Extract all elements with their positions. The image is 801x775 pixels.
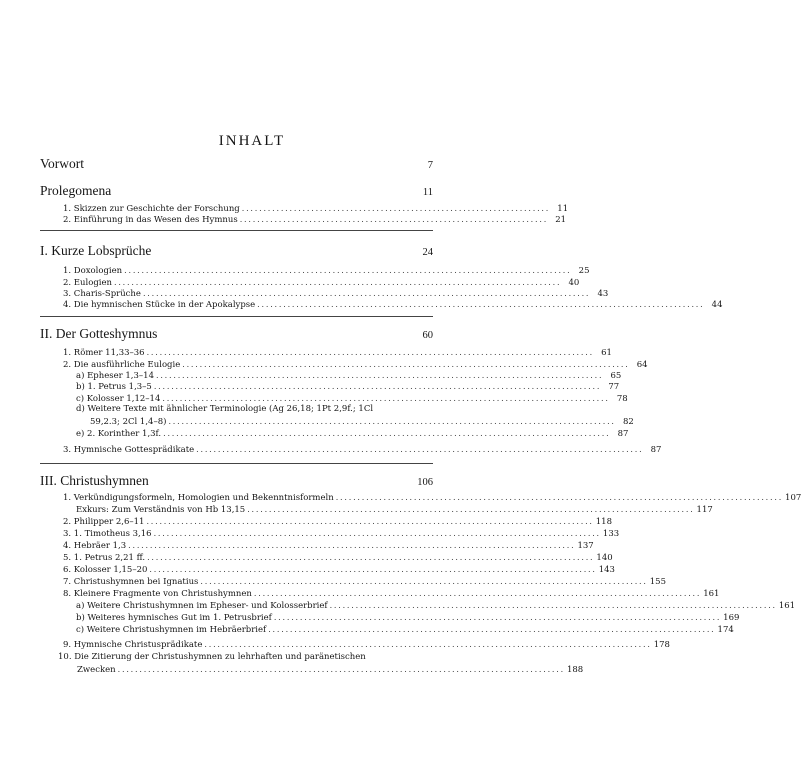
section-divider bbox=[40, 230, 433, 231]
entry-page: 107 bbox=[785, 493, 801, 503]
section-label: Prolegomena bbox=[40, 183, 112, 198]
toc-entry bbox=[63, 516, 612, 528]
leader-dots: ....................................................................................................... bbox=[253, 589, 702, 598]
entry-page: 82 bbox=[622, 417, 634, 427]
section-divider bbox=[40, 463, 433, 464]
entry-page: 140 bbox=[596, 553, 613, 563]
toc-entry bbox=[63, 576, 666, 588]
entry-page: 78 bbox=[616, 394, 628, 404]
leader-dots: ....................................................................................................... bbox=[335, 493, 784, 502]
entry-label: 3. Hymnische Gottesprädikate bbox=[63, 445, 195, 455]
entry-page: 155 bbox=[649, 577, 666, 587]
entry-label: 4. Die hymnischen Stücke in der Apokalypse bbox=[63, 300, 256, 310]
entry-label: 10. Die Zitierung der Christushymnen zu lehrhaften und paränetischen bbox=[58, 652, 366, 662]
entry-label: 2. Einführung in das Wesen des Hymnus bbox=[63, 215, 238, 225]
entry-label: c) Kolosser 1,12–14 bbox=[76, 394, 161, 404]
toc-entry-continuation bbox=[90, 416, 634, 428]
entry-label: 2. Eulogien bbox=[63, 278, 112, 288]
entry-label: 3. Charis-Sprüche bbox=[63, 289, 141, 299]
entry-page: 87 bbox=[617, 429, 629, 439]
toc-entry bbox=[63, 265, 590, 277]
leader-dots: ....................................................................................................... bbox=[153, 529, 601, 538]
toc-section-christushymnen bbox=[40, 473, 433, 489]
section-page: 24 bbox=[422, 247, 433, 258]
leader-dots: ....................................................................................................... bbox=[329, 601, 777, 610]
section-page: 11 bbox=[422, 187, 433, 198]
entry-label: 9. Hymnische Christusprädikate bbox=[63, 640, 203, 650]
toc-entry bbox=[76, 504, 713, 516]
toc-entry bbox=[58, 652, 433, 663]
entry-label: 4. Hebräer 1,3 bbox=[63, 541, 127, 551]
leader-dots: ....................................................................................................... bbox=[162, 394, 610, 403]
entry-page: 118 bbox=[595, 517, 612, 527]
toc-entry bbox=[63, 588, 720, 600]
entry-label: 2. Die ausführliche Eulogie bbox=[63, 360, 181, 370]
entry-page: 117 bbox=[696, 505, 713, 515]
entry-label: c) Weitere Christushymnen im Hebräerbrief bbox=[76, 625, 267, 635]
entry-label: e) 2. Korinther 1,3f. bbox=[76, 429, 162, 439]
section-label: II. Der Gotteshymnus bbox=[40, 326, 158, 341]
toc-title: INHALT bbox=[218, 133, 286, 149]
toc-entry bbox=[76, 404, 433, 415]
leader-dots: ....................................................................................................... bbox=[146, 517, 594, 526]
section-label: I. Kurze Lobsprüche bbox=[40, 243, 152, 258]
entry-page: 137 bbox=[577, 541, 594, 551]
section-label: III. Christushymnen bbox=[40, 473, 149, 488]
leader-dots: ....................................................................................................... bbox=[273, 613, 722, 622]
entry-label: Exkurs: Zum Verständnis von Hb 13,15 bbox=[76, 505, 246, 515]
entry-page: 133 bbox=[602, 529, 620, 539]
section-page: 7 bbox=[427, 160, 433, 171]
leader-dots: ....................................................................................................... bbox=[163, 429, 611, 438]
leader-dots: ....................................................................................................... bbox=[200, 577, 648, 586]
leader-dots: ....................................................................................................... bbox=[117, 665, 565, 674]
leader-dots: ....................................................................... bbox=[239, 215, 549, 224]
entry-page: 188 bbox=[566, 665, 584, 675]
toc-entry bbox=[76, 381, 620, 393]
section-divider bbox=[40, 316, 433, 317]
toc-entry bbox=[76, 600, 796, 612]
toc-entry bbox=[63, 444, 662, 456]
leader-dots: ....................................................................................................... bbox=[155, 371, 604, 380]
entry-page: 169 bbox=[723, 613, 740, 623]
leader-dots: ....................................................................................................... bbox=[182, 360, 630, 369]
leader-dots: ....................................................................................................... bbox=[128, 541, 576, 550]
entry-page: 64 bbox=[636, 360, 648, 370]
entry-page: 178 bbox=[653, 640, 670, 650]
entry-label: 1. Doxologien bbox=[63, 266, 123, 276]
toc-entry bbox=[76, 624, 734, 636]
toc-entry bbox=[63, 540, 594, 552]
leader-dots: ....................................................................................................... bbox=[124, 266, 572, 275]
leader-dots: ....................................................................................................... bbox=[147, 553, 595, 562]
entry-page: 21 bbox=[555, 215, 567, 225]
leader-dots: ....................................................................................................... bbox=[149, 565, 597, 574]
toc-entry bbox=[63, 492, 801, 504]
entry-page: 87 bbox=[650, 445, 662, 455]
toc-entry bbox=[63, 564, 615, 576]
toc-section-vorwort bbox=[40, 156, 433, 172]
entry-label: 8. Kleinere Fragmente von Christushymnen bbox=[63, 589, 252, 599]
toc-entry bbox=[63, 214, 567, 226]
toc-entry bbox=[63, 347, 612, 359]
entry-page: 11 bbox=[557, 204, 569, 214]
entry-page: 44 bbox=[711, 300, 723, 310]
leader-dots: ....................................................................................................... bbox=[168, 417, 616, 426]
leader-dots: ....................................................................................................... bbox=[257, 300, 705, 309]
entry-page: 143 bbox=[598, 565, 615, 575]
entry-page: 161 bbox=[703, 589, 720, 599]
entry-label: 6. Kolosser 1,15–20 bbox=[63, 565, 148, 575]
entry-label: d) Weitere Texte mit ähnlicher Terminologie (Ag 26,18; 1Pt 2,9f.; 1Cl bbox=[76, 404, 374, 414]
entry-page: 25 bbox=[578, 266, 590, 276]
entry-label: 2. Philipper 2,6–11 bbox=[63, 517, 145, 527]
leader-dots: ....................................................................................................... bbox=[142, 289, 591, 298]
entry-page: 77 bbox=[608, 382, 620, 392]
leader-dots: ....................................................................................................... bbox=[196, 445, 644, 454]
leader-dots: ....................................................................................................... bbox=[204, 640, 652, 649]
toc-entry bbox=[63, 552, 613, 564]
toc-entry bbox=[63, 299, 723, 311]
entry-label: Zwecken bbox=[77, 665, 116, 675]
entry-label: 1. Römer 11,33–36 bbox=[63, 348, 145, 358]
entry-label: 1. Skizzen zur Geschichte der Forschung bbox=[63, 204, 240, 214]
entry-label: 3. 1. Timotheus 3,16 bbox=[63, 529, 152, 539]
toc-section-gotteshymnus bbox=[40, 326, 433, 342]
toc-section-prolegomena bbox=[40, 183, 433, 199]
leader-dots: ....................................................................................................... bbox=[247, 505, 695, 514]
entry-label: b) 1. Petrus 1,3–5 bbox=[76, 382, 152, 392]
toc-entry bbox=[76, 612, 740, 624]
entry-page: 174 bbox=[717, 625, 734, 635]
section-page: 60 bbox=[422, 330, 433, 341]
section-page: 106 bbox=[417, 477, 433, 488]
entry-page: 61 bbox=[601, 348, 612, 358]
leader-dots: ....................................................................................................... bbox=[114, 278, 562, 287]
entry-label: a) Epheser 1,3–14 bbox=[76, 371, 154, 381]
entry-label: 1. Verkündigungsformeln, Homologien und Bekenntnisformeln bbox=[63, 493, 334, 503]
leader-dots: ....................................................................... bbox=[241, 204, 551, 213]
entry-label: b) Weiteres hymnisches Gut im 1. Petrusbrief bbox=[76, 613, 272, 623]
toc-entry-continuation bbox=[77, 664, 584, 676]
entry-label: 7. Christushymnen bei Ignatius bbox=[63, 577, 199, 587]
toc-entry bbox=[63, 639, 670, 651]
entry-page: 43 bbox=[597, 289, 609, 299]
leader-dots: ....................................................................................................... bbox=[146, 348, 594, 357]
entry-page: 161 bbox=[778, 601, 796, 611]
entry-label: a) Weitere Christushymnen im Epheser- und Kolosserbrief bbox=[76, 601, 328, 611]
entry-page: 40 bbox=[568, 278, 580, 288]
toc-section-kurze-lobsprueche bbox=[40, 243, 433, 259]
leader-dots: ....................................................................................................... bbox=[268, 625, 716, 634]
leader-dots: ....................................................................................................... bbox=[153, 382, 602, 391]
entry-label: 5. 1. Petrus 2,21 ff. bbox=[63, 553, 146, 563]
entry-page: 65 bbox=[610, 371, 622, 381]
section-label: Vorwort bbox=[40, 156, 85, 171]
entry-label: 59,2.3; 2Cl 1,4–8) bbox=[90, 417, 167, 427]
toc-entry bbox=[76, 428, 629, 440]
toc-entry bbox=[63, 528, 620, 540]
